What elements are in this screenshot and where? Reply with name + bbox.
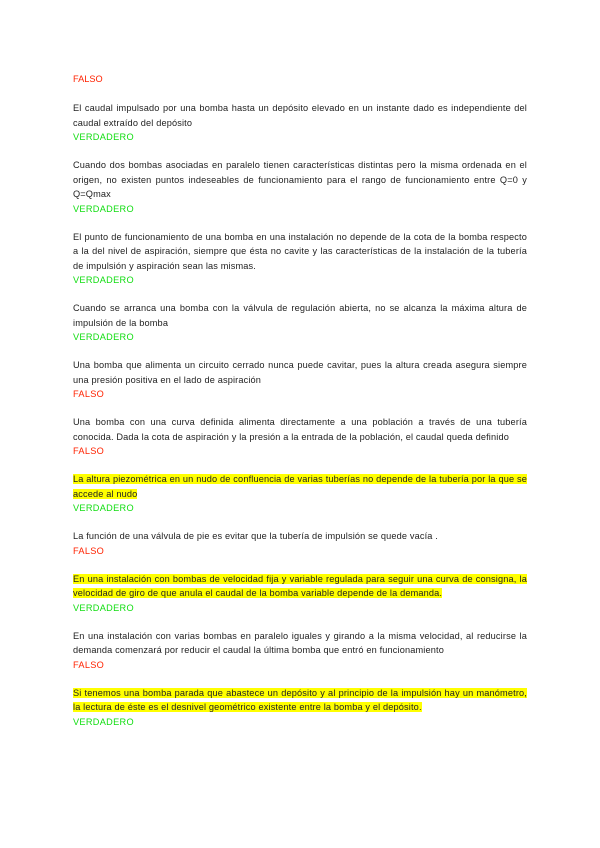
statement-text: Cuando se arranca una bomba con la válvula de regulación abierta, no se alcanza la máxima altura de impulsión de la bomba bbox=[73, 303, 527, 328]
answer-label: FALSO bbox=[73, 545, 105, 556]
answer-label: VERDADERO bbox=[73, 716, 134, 727]
answer-label: VERDADERO bbox=[73, 275, 134, 285]
statement-text: Una bomba con una curva definida alimenta directamente a una población a través de una tubería conocida. Dada la cota de aspiración y la presión a la entrada de la población, el caudal queda definido bbox=[73, 417, 527, 442]
answer-label: FALSO bbox=[73, 389, 105, 399]
document-page bbox=[73, 72, 527, 743]
answer-label: VERDADERO bbox=[73, 132, 134, 142]
highlighted-statement bbox=[73, 472, 527, 501]
statement-text: En una instalación con bombas de velocidad fija y variable regulada para seguir una curva de consigna, la velocidad de giro de que anula el caudal de la bomba variable depende de la demanda. bbox=[73, 573, 527, 598]
question-statement bbox=[73, 158, 527, 202]
statement-text: Cuando dos bombas asociadas en paralelo tienen características distintas pero la misma ordenada en el origen, no existen puntos indeseables de funcionamiento para el rango de funcionamiento entre Q=0 y Q=Qmax bbox=[73, 160, 527, 199]
answer-label: VERDADERO bbox=[73, 503, 134, 513]
question-item bbox=[73, 158, 527, 216]
question-item bbox=[73, 230, 527, 288]
question-item bbox=[73, 529, 527, 558]
highlighted-statement bbox=[73, 572, 527, 601]
question-item bbox=[73, 572, 527, 615]
question-item bbox=[73, 358, 527, 401]
highlighted-statement bbox=[73, 686, 527, 715]
question-item bbox=[73, 415, 527, 458]
question-statement bbox=[73, 230, 527, 274]
question-item bbox=[73, 301, 527, 344]
question-item bbox=[73, 472, 527, 515]
question-statement bbox=[73, 101, 527, 130]
question-statement bbox=[73, 358, 527, 387]
statement-text: El punto de funcionamiento de una bomba en una instalación no depende de la cota de la bomba respecto a la del nivel de aspiración, siempre que ésta no cavite y las características de la instalación de la tubería de impulsión y aspiración sean las mismas. bbox=[73, 231, 527, 271]
answer-label: FALSO bbox=[73, 446, 105, 456]
answer-label: FALSO bbox=[73, 74, 103, 84]
statement-text: Si tenemos una bomba parada que abastece un depósito y al principio de la impulsión hay un manómetro, la lectura de éste es el desnivel geométrico existente entre la bomba y el depósito. bbox=[73, 687, 527, 712]
statement-text: El caudal impulsado por una bomba hasta un depósito elevado en un instante dado es independiente del caudal extraído del depósito bbox=[73, 103, 527, 128]
statement-text: Una bomba que alimenta un circuito cerrado nunca puede cavitar, pues la altura creada asegura siempre una presión positiva en el lado de aspiración bbox=[73, 360, 527, 385]
question-item bbox=[73, 101, 527, 144]
statement-text: La altura piezométrica en un nudo de confluencia de varias tuberías no depende de la tubería por la que se accede al nudo bbox=[73, 474, 527, 499]
question-item bbox=[73, 686, 527, 729]
question-statement bbox=[73, 629, 527, 658]
statement-text: La función de una válvula de pie es evitar que la tubería de impulsión se quede vacía . bbox=[73, 531, 438, 541]
question-statement bbox=[73, 529, 527, 544]
question-statement bbox=[73, 415, 527, 444]
answer-label: VERDADERO bbox=[73, 332, 134, 342]
answer-label: VERDADERO bbox=[73, 203, 134, 214]
answer-label: FALSO bbox=[73, 659, 105, 670]
question-list bbox=[73, 101, 527, 729]
question-item bbox=[73, 629, 527, 672]
question-statement bbox=[73, 301, 527, 330]
answer-label: VERDADERO bbox=[73, 602, 134, 613]
statement-text: En una instalación con varias bombas en paralelo iguales y girando a la misma velocidad, al reducirse la demanda comenzará por reducir el caudal la última bomba que entró en funcionamiento bbox=[73, 630, 527, 655]
